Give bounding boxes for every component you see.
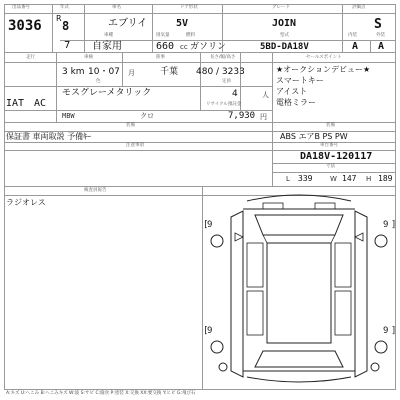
mileage-label: 走行 — [26, 55, 35, 60]
capacity-value: 4 — [232, 89, 238, 99]
height-value: 189 — [378, 174, 393, 183]
footer-legend: A:キズ U:へこみ B:へこみキズ W:波 S:サビ C:腐食 P:塗装 X:交換 XX:要交換 Y:ヒビ G:飛び石 — [6, 391, 196, 396]
color-value: モスグレーメタリック — [62, 88, 152, 98]
height-mark: H — [366, 175, 372, 183]
score-label: 評価点 — [352, 5, 366, 10]
cc-value: 660 — [156, 41, 175, 52]
inspector-text: ラジオレス — [6, 198, 46, 207]
tire-bracket-fr: ] — [391, 220, 397, 230]
notes-label: 注意事項 — [126, 143, 144, 148]
tire-rear-right-icon — [375, 341, 387, 353]
spare-tire-right-icon — [371, 363, 379, 371]
rear-window — [255, 351, 343, 367]
ext-label: 外装 — [376, 33, 385, 38]
border-bottom — [4, 389, 396, 390]
length-value: 339 — [298, 174, 313, 183]
dim-label: 寸法 — [326, 164, 335, 169]
car-damage-diagram — [203, 187, 395, 389]
recycle-unit: 円 — [260, 113, 267, 121]
lot-label: 出品番号 — [12, 5, 30, 10]
info-line-4 — [4, 122, 272, 123]
info-v-5 — [56, 86, 57, 122]
spare-tire-left-icon — [219, 363, 227, 371]
doors-value: 5V — [176, 18, 189, 29]
inspection-value: 10・07 — [88, 67, 120, 77]
trans-value: IAT — [6, 98, 25, 109]
tire-label-rr: 9 — [383, 326, 389, 336]
kuro-value: クロ — [140, 112, 154, 120]
score-value: S — [374, 17, 382, 32]
left-rear-door — [247, 291, 263, 335]
front-grille-right — [315, 203, 335, 209]
int-label: 内装 — [348, 33, 357, 38]
capacity-unit: 人 — [262, 91, 269, 99]
header-v-6 — [370, 40, 371, 52]
capacity-label: 定員 — [222, 79, 231, 84]
ac-value: AC — [34, 98, 47, 109]
tire-bracket-rr: ] — [391, 326, 397, 336]
sales-point-3: アイスト — [276, 87, 308, 96]
size-label: 長さ/幅/高さ — [210, 55, 236, 60]
maker-label: 車名 — [112, 5, 121, 10]
tire-front-left-icon — [211, 235, 223, 247]
info-v-3 — [200, 53, 201, 110]
lot-number: 3036 — [8, 18, 42, 34]
info-v-main — [272, 53, 273, 142]
inspection-label: 車検 — [84, 55, 93, 60]
fuel-value: ガソリン — [190, 42, 227, 52]
tire-bracket-fl: [ — [203, 220, 209, 230]
chassis-line-2 — [272, 172, 396, 173]
use-label: 車種 — [104, 33, 113, 38]
header-v-3 — [152, 4, 153, 52]
sales-point-4: 電格ミラー — [276, 98, 316, 107]
width-value: 147 — [342, 174, 357, 183]
right-front-door — [335, 243, 351, 287]
year-label: 年式 — [60, 5, 69, 10]
ext-grade: A — [378, 41, 385, 52]
right-rear-door — [335, 291, 351, 335]
windshield — [255, 215, 343, 235]
month-number: 7 — [64, 40, 71, 51]
info-v-1 — [56, 53, 57, 86]
docs-value: 保証書 車両取説 予備ｷｰ — [6, 132, 92, 141]
type-value: 5BD-DA18V — [260, 42, 309, 52]
tire-label-fl: 9 — [207, 220, 213, 230]
front-bumper — [247, 195, 351, 201]
recycle-label: リサイクル預託金 — [206, 102, 242, 107]
year-era: R — [56, 14, 62, 23]
a-pillars — [263, 235, 335, 243]
equip-label-left: 装備 — [126, 123, 135, 128]
left-mirror — [235, 233, 243, 241]
left-front-door — [247, 243, 263, 287]
model-name: エブリイ — [108, 18, 148, 29]
type-label: 型式 — [280, 33, 289, 38]
chassis-number: DA18V-120117 — [300, 151, 373, 162]
plate-value: 千葉 — [160, 67, 179, 77]
grade-label: グレード — [272, 5, 290, 10]
recycle-value: 7,930 — [228, 111, 256, 121]
tire-label-fr: 9 — [383, 220, 389, 230]
tire-label-rl: 9 — [207, 326, 213, 336]
header-v-2 — [84, 4, 85, 52]
sales-label: セールスポイント — [306, 55, 342, 60]
width-mark: W — [330, 175, 337, 183]
front-grille-left — [263, 203, 283, 209]
chassis-v — [272, 142, 273, 186]
header-v-1 — [52, 4, 53, 52]
mbw-value: MBW — [62, 112, 75, 120]
length-mark: L — [286, 175, 290, 183]
mileage-value: 3 km — [62, 67, 85, 77]
sales-point-2: スマートキー — [276, 76, 324, 85]
cc-unit: cc — [180, 43, 188, 51]
chassis-label: 車台番号 — [320, 143, 338, 148]
info-v-2 — [122, 53, 123, 86]
inspector-label: 検査員報告 — [84, 188, 107, 193]
equip-label-right: 装備 — [326, 123, 335, 128]
grade-value: JOIN — [272, 18, 297, 29]
rear-bumper — [247, 377, 351, 382]
size-value: 480 / 3233 — [196, 67, 245, 77]
int-grade: A — [352, 41, 359, 52]
tire-bracket-rl: [ — [203, 326, 209, 336]
tire-rear-left-icon — [211, 341, 223, 353]
use-value: 自家用 — [92, 41, 122, 52]
doors-label: ドア形状 — [180, 5, 198, 10]
header-line-1 — [4, 13, 396, 14]
tire-front-right-icon — [375, 235, 387, 247]
inspection-unit: 月 — [128, 69, 135, 77]
sales-point-1: ★オークションデビュー★ — [276, 65, 371, 74]
roof — [267, 243, 331, 343]
header-v-5 — [342, 4, 343, 52]
fuel-label: 燃料 — [186, 33, 195, 38]
equip-value: ABS エアB PS PW — [280, 132, 348, 141]
right-mirror — [355, 233, 363, 241]
cc-label: 排気量 — [156, 33, 170, 38]
plate-label: 陸事 — [156, 55, 165, 60]
info-line-2 — [4, 86, 272, 87]
year-number: 8 — [62, 19, 70, 33]
color-label: 色 — [96, 79, 101, 84]
